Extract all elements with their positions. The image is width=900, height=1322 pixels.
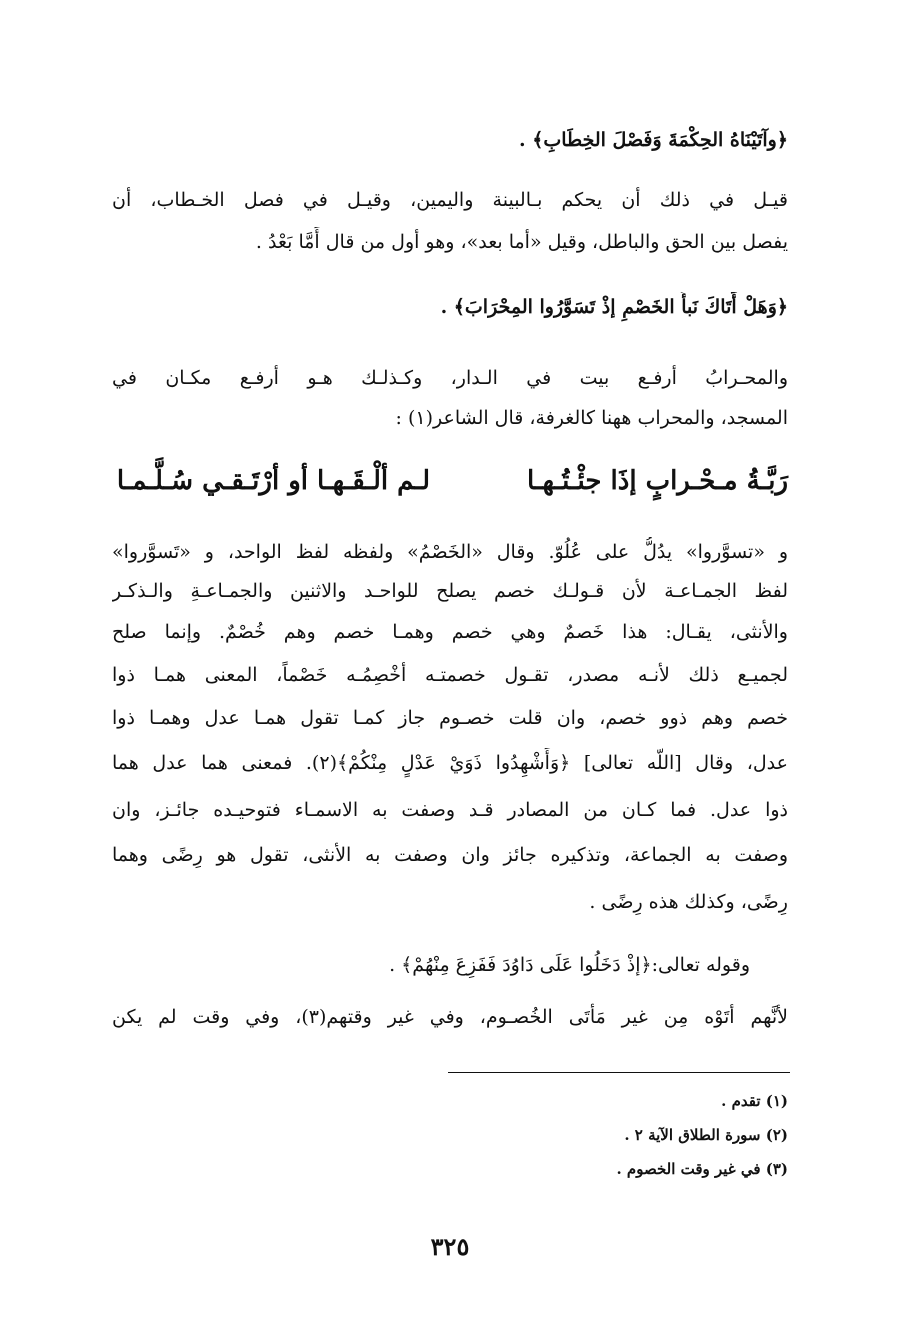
footnote: (٣) في غير وقت الخصوم . xyxy=(616,1160,788,1178)
paragraph-line: يفصل بين الحق والباطل، وقيل «أما بعد»، وهو أول من قال أَمَّا بَعْدُ . xyxy=(255,231,788,253)
paragraph-line: ذوا عدل. فما كـان من المصادر قـد وصفت به الاسمـاء فتوحيـده جائـز، وان xyxy=(112,799,788,821)
paragraph-line: خصم وهم ذوو خصم، وان قلت خصـوم جاز كمـا تقول همـا عدل وهمـا ذوا xyxy=(112,707,788,729)
paragraph-line: وصفت به الجماعة، وتذكيره جائز وان وصفت به الأنثى، تقول هو رِضًى وهما xyxy=(112,844,788,866)
paragraph-line: و «تسوَّروا» يدُلُّ على عُلُوّ. وقال «الخَصْمُ» ولفظه لفظ الواحد، و «تَسوَّروا» xyxy=(112,541,788,563)
page-number: ٣٢٥ xyxy=(430,1232,470,1261)
paragraph-line: لفظ الجمـاعـة لأن قـولـك خصم يصلح للواحـد والاثنين والجمـاعـةِ والـذكـر xyxy=(112,580,788,602)
paragraph-line: رِضًى، وكذلك هذه رِضًى . xyxy=(589,891,788,913)
footnote: (١) تقدم . xyxy=(721,1092,788,1110)
poem-second-hemistich: لـم ألْـقَـهـا أو أرْتَـقـي سُـلَّـمـا xyxy=(116,466,430,496)
quran-verse-line: وقوله تعالى:﴿إذْ دَخَلُوا عَلَى دَاوُدَ فَفَزِعَ مِنْهُمْ﴾ . xyxy=(389,954,750,976)
quran-verse-line: ﴿وآتَيْنَاهُ الحِكْمَةَ وَفَصْلَ الخِطَابِ﴾ . xyxy=(518,129,788,151)
footnote: (٢) سورة الطلاق الآية ٢ . xyxy=(624,1126,788,1144)
paragraph-line: والأنثى، يقـال: هذا خَصمٌ وهي خصم وهمـا خصم وهم خُصْمٌ. وإنما صلح xyxy=(112,621,788,643)
paragraph-line: قيـل في ذلك أن يحكم بـالبينة واليمين، وقيـل في فصل الخـطاب، أن xyxy=(112,189,788,211)
paragraph-line: والمحـرابُ أرفـع بيت في الـدار، وكـذلـك هـو أرفـع مكـان في xyxy=(112,367,788,389)
quran-verse-line: ﴿وَهَلْ أَتَاكَ نَبأُ الخَصْمِ إذْ تَسَوَّرُوا المِحْرَابَ﴾ . xyxy=(440,296,788,318)
paragraph-line: المسجد، والمحراب ههنا كالغرفة، قال الشاعر(١) : xyxy=(395,407,788,429)
footnote-separator xyxy=(448,1072,790,1073)
paragraph-line: لأنَّهم أتَوْه مِن غير مَأْتَى الخُصـوم، وفي غير وقتهم(٣)، وفي وقت لم يكن xyxy=(112,1006,788,1028)
paragraph-line: عدل، وقال [اللّه تعالى] ﴿وَأَشْهِدُوا ذَوَيْ عَدْلٍ مِنْكُمْ﴾(٢). فمعنى هما عدل هما xyxy=(112,752,788,774)
poem-first-hemistich: رَبَّـةُ مـحْـرابٍ إذَا جئْـتُـهـا xyxy=(526,466,788,496)
paragraph-line: لجميـع ذلك لأنـه مصدر، تقـول خصمتـه أخْصِمُـه خَصْماً، المعنى همـا ذوا xyxy=(112,664,788,686)
